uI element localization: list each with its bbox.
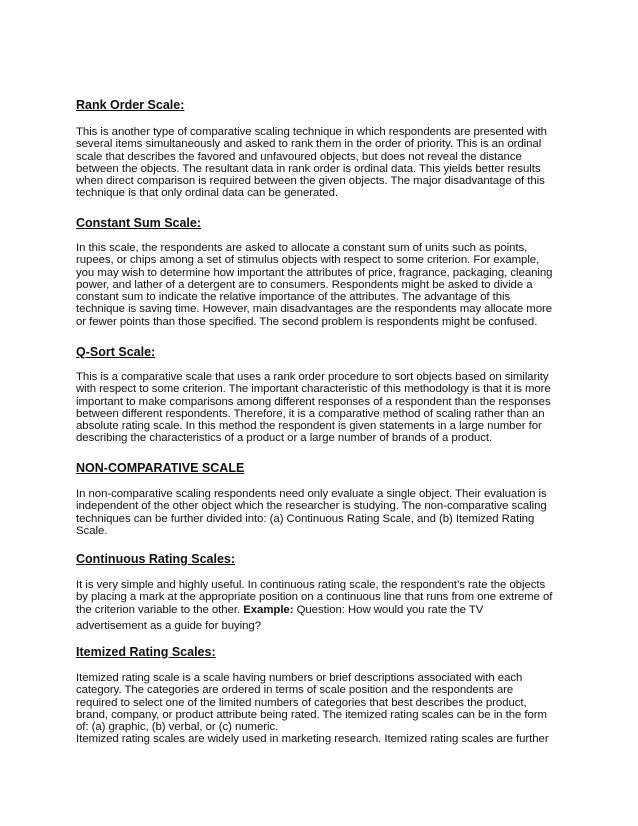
body-line xyxy=(76,604,564,616)
body-text: the criterion variable to the other. xyxy=(76,603,244,616)
body-line: between the objects. The resultant data in rank order is ordinal data. This yields better results xyxy=(76,162,541,175)
body-line: describing the characteristics of a product or a large number of brands of a product. xyxy=(76,432,493,445)
section-rank-order xyxy=(76,98,564,200)
section-heading: Itemized Rating Scales: xyxy=(76,645,216,659)
body-line: important to make comparisons among different responses of a respondent than the responses xyxy=(76,395,551,408)
body-line: technique is that only ordinal data can be generated. xyxy=(76,187,339,200)
body-line: It is very simple and highly useful. In continuous rating scale, the respondent’s rate the objects xyxy=(76,579,546,591)
section-heading: Constant Sum Scale: xyxy=(76,216,202,230)
section-continuous-rating xyxy=(76,552,564,632)
section-heading: Q-Sort Scale: xyxy=(76,345,156,359)
section-q-sort xyxy=(76,345,564,445)
body-line: several items simultaneously and asked to rank them in the order of priority. This is an ordinal xyxy=(76,138,542,151)
body-line: you may wish to determine how important the attributes of price, fragrance, packaging, cleaning xyxy=(76,266,553,279)
body-line: This is a comparative scale that uses a rank order procedure to sort objects based on similarity xyxy=(76,371,549,383)
body-line: technique is saving time. However, main disadvantages are the respondents may allocate more xyxy=(76,303,553,316)
body-line: In non-comparative scaling respondents need only evaluate a single object. Their evaluation is xyxy=(76,488,547,500)
body-line: required to select one of the limited numbers of categories that best describes the product, xyxy=(76,696,527,709)
section-itemized-rating xyxy=(76,645,564,746)
section-body xyxy=(76,488,564,537)
section-constant-sum xyxy=(76,216,564,328)
section-non-comparative xyxy=(76,461,564,537)
section-body xyxy=(76,126,564,200)
body-line: rupees, or chips among a set of stimulus objects with respect to some criterion. For example, xyxy=(76,254,540,267)
section-body xyxy=(76,371,564,445)
body-line: absolute rating scale. In this method the respondent is given statements in a large number for xyxy=(76,420,542,433)
body-line: with respect to some criterion. The important characteristic of this methodology is that it is more xyxy=(76,383,551,396)
section-body xyxy=(76,579,564,632)
body-line: constant sum to indicate the relative importance of the attributes. The advantage of this xyxy=(76,291,511,304)
body-line: In this scale, the respondents are asked to allocate a constant sum of units such as points, xyxy=(76,242,528,254)
body-line: when direct comparison is required between the given objects. The major disadvantage of this xyxy=(76,175,545,188)
body-line: independent of the other object which the researcher is studying. The non-comparative scaling xyxy=(76,500,547,513)
section-heading: Continuous Rating Scales: xyxy=(76,552,236,566)
section-body xyxy=(76,242,564,328)
body-line: power, and lather of a detergent are to consumers. Respondents might be asked to divide a xyxy=(76,278,533,291)
body-line: between different respondents. Therefore, it is a comparative method of scaling rather than an xyxy=(76,407,545,420)
body-line: category. The categories are ordered in terms of scale position and the respondents are xyxy=(76,684,514,697)
body-line: by placing a mark at the appropriate position on a continuous line that runs from one extreme of xyxy=(76,591,553,604)
body-line: techniques can be further divided into: (a) Continuous Rating Scale, and (b) Itemized Rating xyxy=(76,512,535,525)
body-line: scale that describes the favored and unfavoured objects, but does not reveal the distance xyxy=(76,150,522,163)
body-line: Itemized rating scales are widely used in marketing research. Itemized rating scales are further xyxy=(76,733,549,746)
section-heading: NON-COMPARATIVE SCALE xyxy=(76,461,245,475)
body-line: of: (a) graphic, (b) verbal, or (c) numeric. xyxy=(76,721,279,734)
body-line: Itemized rating scale is a scale having numbers or brief descriptions associated with each xyxy=(76,672,523,684)
section-body xyxy=(76,672,564,746)
body-line: or fewer points than those specified. The second problem is respondents might be confused. xyxy=(76,315,538,328)
body-line: Scale. xyxy=(76,524,108,537)
body-line: advertisement as a guide for buying? xyxy=(76,619,261,632)
body-line: This is another type of comparative scaling technique in which respondents are presented with xyxy=(76,126,547,138)
section-heading: Rank Order Scale: xyxy=(76,98,185,112)
body-text: Question: How would you rate the TV xyxy=(293,603,484,616)
body-line: brand, company, or product attribute being rated. The itemized rating scales can be in the form xyxy=(76,708,547,721)
example-label: Example: xyxy=(243,603,294,616)
